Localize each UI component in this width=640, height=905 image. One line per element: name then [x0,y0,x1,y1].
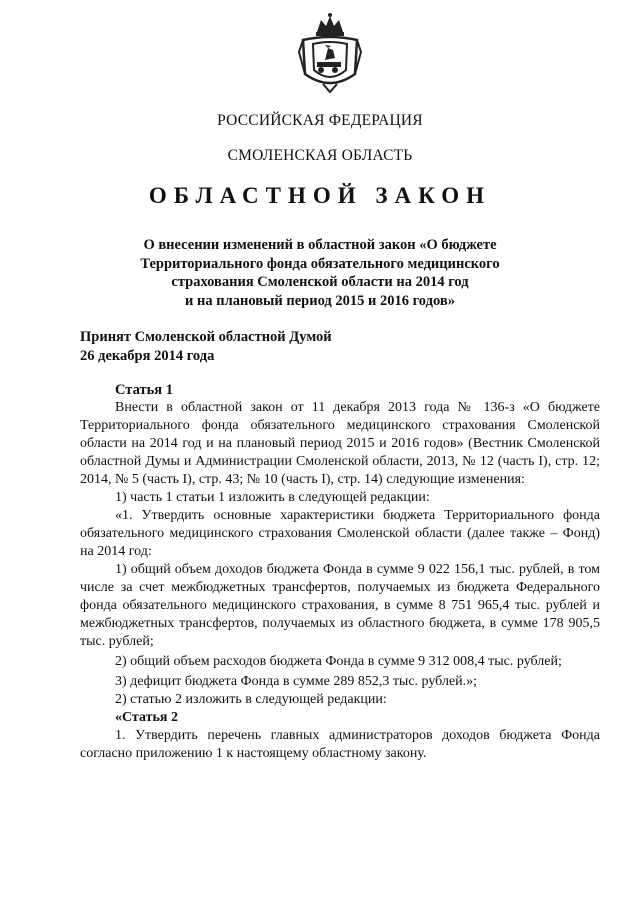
region-name: СМОЛЕНСКАЯ ОБЛАСТЬ [227,147,413,164]
law-title [80,236,560,310]
amendment-item: 2) статью 2 изложить в следующей редакции: [115,692,387,707]
smolensk-coat-of-arms-icon [295,12,365,94]
quoted-subitem: 1) общий объем доходов бюджета Фонда в сумме 9 022 156,1 тыс. рублей, в том числе за счет межбюджетных трансфертов, получаемых из бюджета Федерального фонда обязательного медицинского страхования, в сумме 8 751 965,4 тыс. рублей и межбюджетных трансфертов, получаемых из областного бюджета, в сумме 178 905,5 тыс. рублей; [80,562,600,649]
law-title-line: Территориального фонда обязательного медицинского [140,255,500,272]
law-title-line: и на плановый период 2015 и 2016 годов» [185,292,455,309]
quoted-paragraph: 1. Утвердить перечень главных администраторов доходов бюджета Фонда согласно приложению 1 к настоящему областному закону. [80,728,600,761]
law-title-line: О внесении изменений в областной закон «О бюджете [143,237,497,253]
amendment-item: 1) часть 1 статьи 1 изложить в следующей редакции: [115,490,430,505]
adoption-date: 26 декабря 2014 года [80,347,215,364]
document-type: ОБЛАСТНОЙ ЗАКОН [148,183,492,208]
quoted-subitem: 3) дефицит бюджета Фонда в сумме 289 852,3 тыс. рублей.»; [115,674,478,689]
country-name: РОССИЙСКАЯ ФЕДЕРАЦИЯ [217,112,423,129]
adopted-by: Принят Смоленской областной Думой [80,329,332,345]
quoted-article-heading: «Статья 2 [115,710,178,725]
article-heading: Статья 1 [115,382,173,398]
quoted-subitem: 2) общий объем расходов бюджета Фонда в сумме 9 312 008,4 тыс. рублей; [115,654,562,669]
article-body [80,399,600,763]
article-intro-paragraph: Внести в областной закон от 11 декабря 2013 года № 136-з «О бюджете Территориального фонда обязательного медицинского страхования Смоленской области на 2014 год и на плановый период 2015 и 2016 годов» (Вестник Смоленской областной Думы и Администрации Смоленской области, 2013, № 12 (часть I), стр. 12; 2014, № 5 (часть I), стр. 43; № 10 (часть I), стр. 14) следующие изменения: [80,400,600,487]
quoted-paragraph: «1. Утвердить основные характеристики бюджета Территориального фонда обязательного медицинского страхования Смоленской области (далее также – Фонд) на 2014 год: [80,508,600,559]
adoption-info [80,328,560,365]
law-title-line: страхования Смоленской области на 2014 год [171,274,469,290]
